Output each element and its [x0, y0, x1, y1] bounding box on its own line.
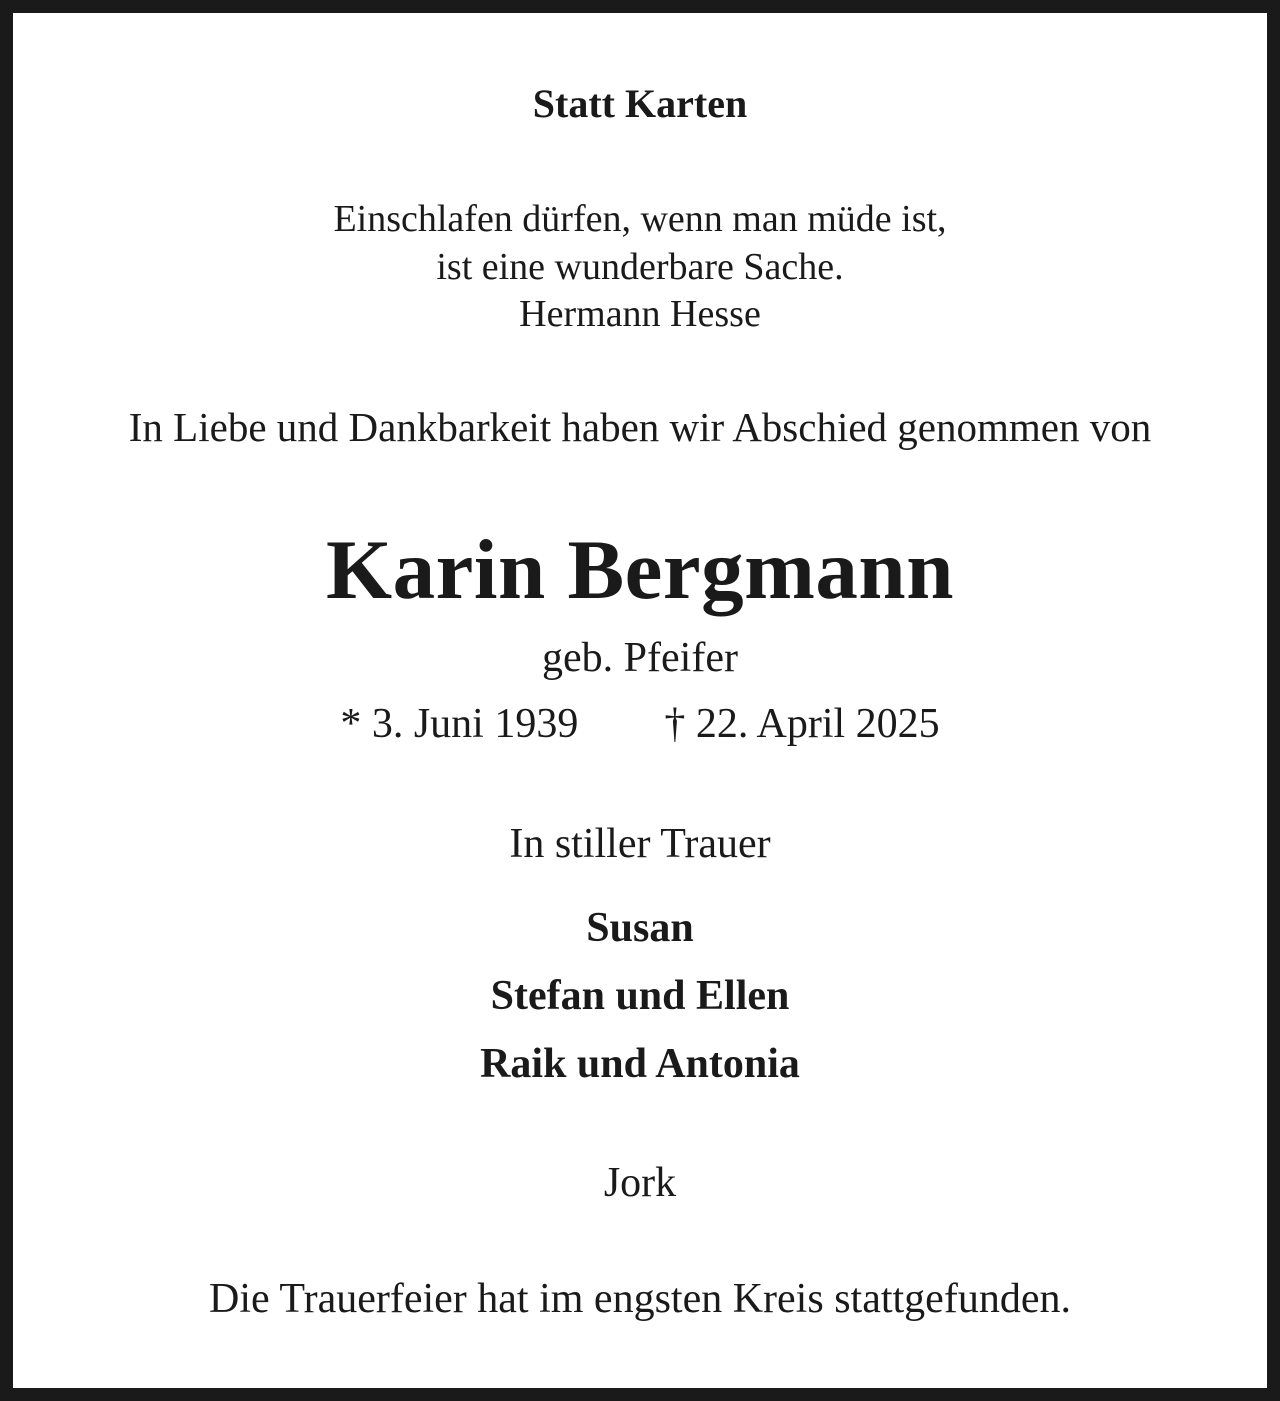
notice-header: Statt Karten [532, 81, 748, 126]
place-name: Jork [603, 1160, 677, 1206]
death-date: † 22. April 2025 [664, 701, 940, 747]
maiden-name: geb. Pfeifer [542, 635, 738, 681]
birth-date: * 3. Juni 1939 [340, 701, 579, 747]
quote-line-1: Einschlafen dürfen, wenn man müde ist, [333, 198, 947, 240]
deceased-name: Karin Bergmann [326, 523, 954, 617]
mourner-name: Stefan und Ellen [490, 973, 790, 1019]
quote-author: Hermann Hesse [519, 293, 761, 335]
closing-text: Die Trauerfeier hat im engsten Kreis stattgefunden. [209, 1276, 1071, 1322]
mourner-name: Susan [586, 905, 694, 951]
mourner-name: Raik und Antonia [480, 1041, 800, 1087]
quote-line-2: ist eine wunderbare Sache. [436, 246, 844, 288]
life-dates [0, 700, 1280, 748]
intro-text: In Liebe und Dankbarkeit haben wir Abschied genommen von [128, 404, 1152, 450]
mourning-line: In stiller Trauer [509, 821, 771, 867]
